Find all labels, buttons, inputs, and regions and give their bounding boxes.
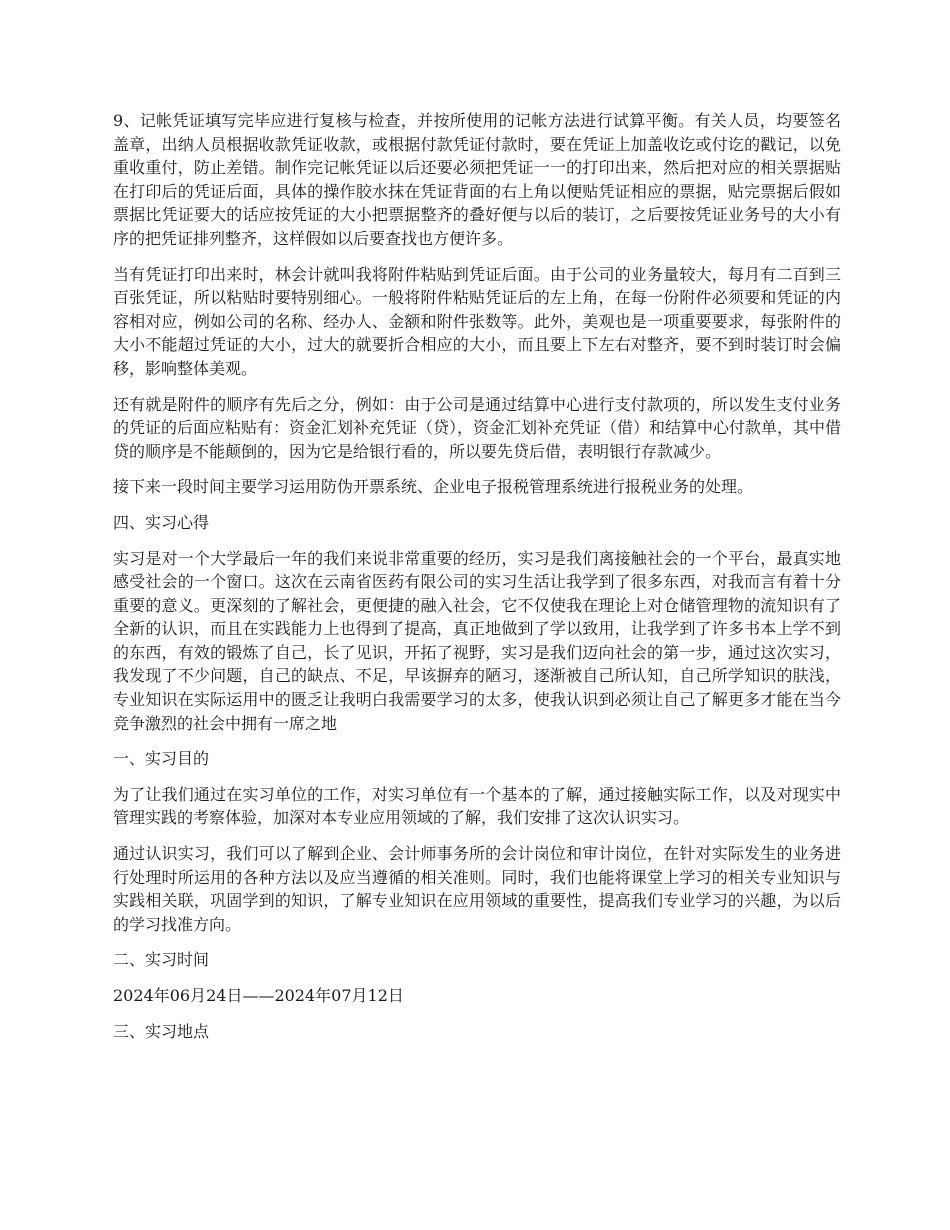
paragraph-reflections: 实习是对一个大学最后一年的我们来说非常重要的经历，实习是我们离接触社会的一个平台，最真实地感受社会的一个窗口。这次在云南省医药有限公司的实习生活让我学到了很多东西，对我而言有着十分重要的意义。更深刻的了解社会，更便捷的融入社会，它不仅使我在理论上对仓储管理物的流知识有了全新的认识，而且在实践能力上也得到了提高，真正地做到了学以致用，让我学到了许多书本上学不到的东西，有效的锻炼了自己，长了见识，开拓了视野，实习是我们迈向社会的第一步，通过这次实习，我发现了不少问题，自己的缺点、不足，早该摒弃的陋习，逐渐被自己所认知，自己所学知识的肤浅，专业知识在实际运用中的匮乏让我明白我需要学习的太多，使我认识到必须让自己了解更多才能在当今竞争激烈的社会中拥有一席之地 — [113, 548, 841, 733]
paragraph-purpose-2: 通过认识实习，我们可以了解到企业、会计师事务所的会计岗位和审计岗位，在针对实际发生的业务进行处理时所运用的各种方法以及应当遵循的相关准则。同时，我们也能将课堂上学习的相关专业知识与实践相关联，巩固学到的知识，了解专业知识在应用领域的重要性，提高我们专业学习的兴趣，为以后的学习找准方向。 — [113, 844, 841, 934]
paragraph-dates: 2024年06月24日——2024年07月12日 — [113, 986, 404, 1005]
paragraph-voucher-review: 9、记帐凭证填写完毕应进行复核与检查，并按所使用的记帐方法进行试算平衡。有关人员，均要签名盖章，出纳人员根据收款凭证收款，或根据付款凭证付款时，要在凭证上加盖收讫或付讫的戳记，以免重收重付，防止差错。制作完记帐凭证以后还要必须把凭证一一的打印出来，然后把对应的相关票据贴在打印后的凭证后面，具体的操作胶水抹在凭证背面的右上角以便贴凭证相应的票据，贴完票据后假如票据比凭证要大的话应按凭证的大小把票据整齐的叠好便与以后的装订，之后要按凭证业务号的大小有序的把凭证排列整齐，这样假如以后要查找也方便许多。 — [113, 111, 841, 248]
heading-internship-purpose: 一、实习目的 — [113, 749, 210, 769]
document-page — [113, 109, 841, 1055]
paragraph-attachments: 当有凭证打印出来时，林会计就叫我将附件粘贴到凭证后面。由于公司的业务量较大，每月有二百到三百张凭证，所以粘贴时要特别细心。一般将附件粘贴凭证后的左上角，在每一份附件必须要和凭证的内容相对应，例如公司的名称、经办人、金额和附件张数等。此外，美观也是一项重要要求，每张附件的大小不能超过凭证的大小，过大的就要折合相应的大小，而且要上下左右对整齐，要不到时装订时会偏移，影响整体美观。 — [113, 264, 841, 378]
paragraph-tax-systems: 接下来一段时间主要学习运用防伪开票系统、企业电子报税管理系统进行报税业务的处理。 — [113, 477, 754, 497]
heading-internship-time: 二、实习时间 — [113, 950, 210, 970]
paragraph-attachment-order: 还有就是附件的顺序有先后之分，例如：由于公司是通过结算中心进行支付款项的，所以发生支付业务的凭证的后面应粘贴有：资金汇划补充凭证（贷），资金汇划补充凭证（借）和结算中心付款单，其中借贷的顺序是不能颠倒的，因为它是给银行看的，所以要先贷后借，表明银行存款减少。 — [113, 394, 842, 461]
heading-internship-reflections: 四、实习心得 — [113, 512, 210, 532]
paragraph-purpose-1: 为了让我们通过在实习单位的工作，对实习单位有一个基本的了解，通过接触实际工作，以及对现实中管理实践的考察体验，加深对本专业应用领域的了解，我们安排了这次认识实习。 — [113, 784, 841, 828]
heading-internship-location: 三、实习地点 — [113, 1021, 210, 1041]
